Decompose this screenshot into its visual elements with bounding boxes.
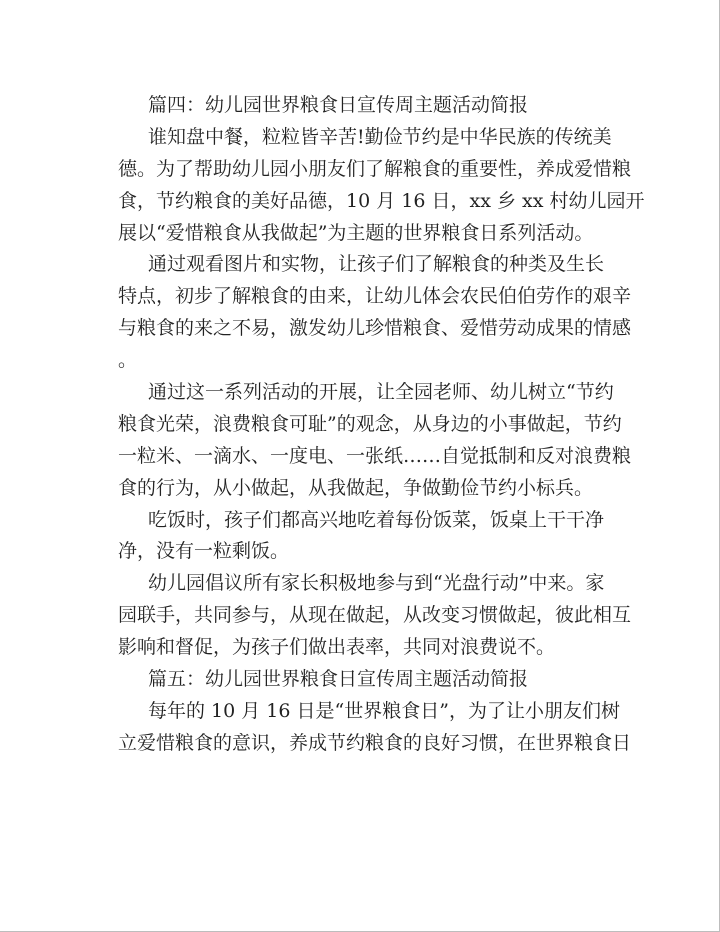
text-line: 通过这一系列活动的开展，让全园老师、幼儿树立“节约: [148, 381, 614, 404]
text-line: 立爱惜粮食的意识，养成节约粮食的良好习惯，在世界粮食日: [118, 731, 632, 754]
text-line: 每年的 10 月 16 日是“世界粮食日”，为了让小朋友们树: [148, 699, 620, 722]
text-line: 一粒米、一滴水、一度电、一张纸……自觉抵制和反对浪费粮: [118, 444, 632, 467]
text-line: 净，没有一粒剩饭。: [118, 540, 290, 563]
text-line: 。: [118, 349, 138, 372]
text-line: 食，节约粮食的美好品德，10 月 16 日，xx 乡 xx 村幼儿园开: [118, 189, 645, 212]
text-line: 展以“爱惜粮食从我做起”为主题的世界粮食日系列活动。: [118, 221, 594, 244]
text-line: 食的行为，从小做起，从我做起，争做勤俭节约小标兵。: [118, 476, 594, 499]
text-line: 园联手，共同参与，从现在做起，从改变习惯做起，彼此相互: [118, 604, 632, 627]
text-line: 吃饭时，孩子们都高兴地吃着每份饭菜，饭桌上干干净: [148, 508, 605, 531]
text-line: 特点，初步了解粮食的由来，让幼儿体会农民伯伯劳作的艰辛: [118, 285, 632, 308]
text-line: 篇五：幼儿园世界粮食日宣传周主题活动简报: [148, 668, 529, 691]
text-line: 篇四：幼儿园世界粮食日宣传周主题活动简报: [148, 94, 529, 116]
text-line: 影响和督促，为孩子们做出表率，共同对浪费说不。: [118, 636, 556, 659]
text-line: 谁知盘中餐，粒粒皆辛苦!勤俭节约是中华民族的传统美: [148, 125, 612, 148]
text-line: 幼儿园倡议所有家长积极地参与到“光盘行动”中来。家: [148, 572, 605, 595]
document-body: [118, 90, 645, 760]
text-line: 德。为了帮助幼儿园小朋友们了解粮食的重要性，养成爱惜粮: [118, 157, 632, 180]
text-line: 通过观看图片和实物，让孩子们了解粮食的种类及生长: [148, 253, 605, 276]
text-line: 与粮食的来之不易，激发幼儿珍惜粮食、爱惜劳动成果的情感: [118, 317, 632, 340]
text-line: 粮食光荣，浪费粮食可耻”的观念，从身边的小事做起，节约: [118, 412, 622, 435]
